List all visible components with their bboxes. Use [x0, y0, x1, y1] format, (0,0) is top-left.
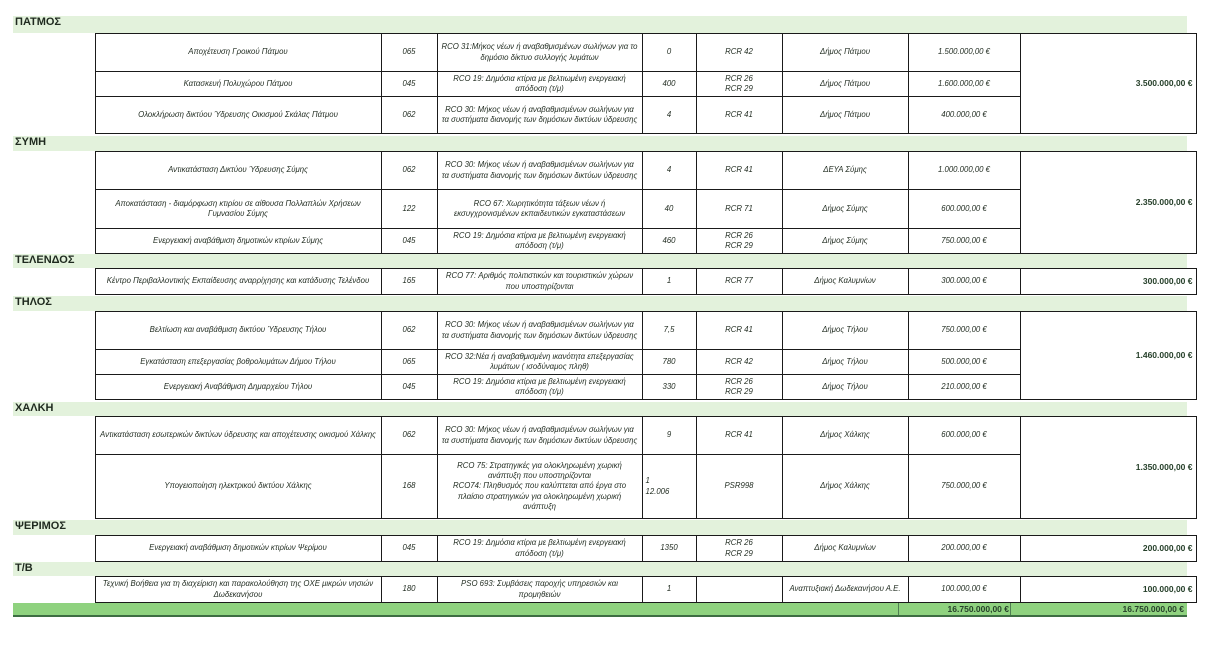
result-cell: RCR 77 [696, 269, 782, 295]
result-cell: RCR 26 RCR 29 [696, 229, 782, 254]
indicator-cell: RCO 19: Δημόσια κτίρια με βελτιωμένη ενεργειακή απόδοση (τ/μ) [437, 229, 642, 254]
beneficiary-cell: Δήμος Τήλου [782, 375, 908, 400]
result-cell: RCR 41 [696, 152, 782, 190]
project-cell: Ενεργειακή αναβάθμιση δημοτικών κτιρίων Ψερίμου [95, 536, 381, 562]
project-cell: Αποκατάσταση - διαμόρφωση κτιρίου σε αίθουσα Πολλαπλών Χρήσεων Γυμνασίου Σύμης [95, 190, 381, 229]
table-row [13, 229, 1196, 254]
project-cell: Ολοκλήρωση δικτύου Ύδρευσης Οικισμού Σκάλας Πάτμου [95, 97, 381, 134]
section-header-telendos: ΤΕΛΕΝΔΟΣ [13, 254, 1187, 268]
indicator-cell: RCO 30: Μήκος νέων ή αναβαθμισμένων σωλήνων για τα συστήματα διανομής των δημόσιων δικτύων ύδρευσης [437, 312, 642, 350]
project-cell: Κέντρο Περιβαλλοντικής Εκπαίδευσης αναρρίχησης και κατάδυσης Τελένδου [95, 269, 381, 295]
code-cell: 168 [381, 455, 437, 519]
section-total-patmos: 3.500.000,00 € [1020, 34, 1196, 134]
grand-total-overall: 16.750.000,00 € [1122, 604, 1184, 614]
budget-cell: 750.000,00 € [908, 312, 1020, 350]
project-cell: Ενεργειακή αναβάθμιση δημοτικών κτιρίων Σύμης [95, 229, 381, 254]
indent-cell [13, 269, 95, 295]
section-table-patmos [13, 33, 1197, 134]
budget-cell: 1.600.000,00 € [908, 72, 1020, 97]
target-cell: 780 [642, 350, 696, 375]
section-header-symi: ΣΥΜΗ [13, 136, 1187, 151]
beneficiary-cell: Δήμος Πάτμου [782, 72, 908, 97]
indicator-cell: RCO 32:Νέα ή αναβαθμισμένη ικανότητα επεξεργασίας λυμάτων ( ισοδύναμος πληθ) [437, 350, 642, 375]
result-cell: RCR 71 [696, 190, 782, 229]
result-cell: RCR 42 [696, 350, 782, 375]
grand-total-budget-sum: 16.750.000,00 € [947, 604, 1009, 614]
project-cell: Αποχέτευση Γροικού Πάτμου [95, 34, 381, 72]
target-cell: 9 [642, 417, 696, 455]
budget-cell: 1.000.000,00 € [908, 152, 1020, 190]
code-cell: 165 [381, 269, 437, 295]
indicator-cell: RCO 77: Αριθμός πολιτιστικών και τουριστικών χώρων που υποστηρίζονται [437, 269, 642, 295]
code-cell: 065 [381, 34, 437, 72]
beneficiary-cell: Δήμος Σύμης [782, 229, 908, 254]
beneficiary-cell: Δήμος Τήλου [782, 312, 908, 350]
result-cell: RCR 41 [696, 417, 782, 455]
beneficiary-cell: Δήμος Πάτμου [782, 97, 908, 134]
table-row [13, 34, 1196, 72]
section-table-telendos [13, 268, 1197, 295]
result-cell: RCR 26 RCR 29 [696, 536, 782, 562]
project-cell: Κατασκευή Πολυχώρου Πάτμου [95, 72, 381, 97]
table-row [13, 536, 1196, 562]
budget-cell: 400.000,00 € [908, 97, 1020, 134]
table-row [13, 152, 1196, 190]
beneficiary-cell: Δήμος Πάτμου [782, 34, 908, 72]
project-cell: Τεχνική Βοήθεια για τη διαχείριση και παρακολούθηση της ΟΧΕ μικρών νησιών Δωδεκανήσου [95, 577, 381, 603]
result-cell: RCR 26 RCR 29 [696, 72, 782, 97]
result-cell: RCR 41 [696, 97, 782, 134]
project-cell: Ενεργειακή Αναβάθμιση Δημαρχείου Τήλου [95, 375, 381, 400]
budget-cell: 210.000,00 € [908, 375, 1020, 400]
code-cell: 122 [381, 190, 437, 229]
code-cell: 062 [381, 97, 437, 134]
indicator-cell: RCO 31:Μήκος νέων ή αναβαθμισμένων σωλήνων για το δημόσιο δίκτυο συλλογής λυμάτων [437, 34, 642, 72]
table-row [13, 190, 1196, 229]
section-header-tilos: ΤΗΛΟΣ [13, 296, 1187, 311]
code-cell: 045 [381, 375, 437, 400]
code-cell: 062 [381, 312, 437, 350]
project-cell: Υπογειοποίηση ηλεκτρικού δικτύου Χάλκης [95, 455, 381, 519]
beneficiary-cell: Δήμος Χάλκης [782, 455, 908, 519]
code-cell: 180 [381, 577, 437, 603]
table-row [13, 375, 1196, 400]
indicator-cell: PSO 693: Συμβάσεις παροχής υπηρεσιών και προμηθειών [437, 577, 642, 603]
result-cell: RCR 26 RCR 29 [696, 375, 782, 400]
target-cell: 7,5 [642, 312, 696, 350]
section-total-chalki: 1.350.000,00 € [1020, 417, 1196, 519]
code-cell: 065 [381, 350, 437, 375]
indent-cell [13, 417, 95, 519]
indicator-cell: RCO 67: Χωρητικότητα τάξεων νέων ή εκσυγχρονισμένων εκπαιδευτικών εγκαταστάσεων [437, 190, 642, 229]
code-cell: 045 [381, 72, 437, 97]
target-cell: 40 [642, 190, 696, 229]
code-cell: 062 [381, 417, 437, 455]
project-cell: Αντικατάσταση εσωτερικών δικτύων ύδρευσης και αποχέτευσης οικισμού Χάλκης [95, 417, 381, 455]
section-table-tilos [13, 311, 1197, 400]
code-cell: 045 [381, 229, 437, 254]
beneficiary-cell: Δήμος Χάλκης [782, 417, 908, 455]
beneficiary-cell: Δήμος Τήλου [782, 350, 908, 375]
table-row [13, 455, 1196, 519]
target-cell: 460 [642, 229, 696, 254]
section-header-tv: Τ/Β [13, 562, 1187, 576]
section-header-pserimos: ΨΕΡΙΜΟΣ [13, 520, 1187, 535]
target-cell: 4 [642, 97, 696, 134]
budget-cell: 750.000,00 € [908, 229, 1020, 254]
project-cell: Βελτίωση και αναβάθμιση δικτύου Ύδρευσης Τήλου [95, 312, 381, 350]
indicator-cell: RCO 75: Στρατηγικές για ολοκληρωμένη χωρική ανάπτυξη που υποστηρίζονται RCO74: Πληθυσμός που καλύπτεται από έργα στο πλαίσιο στρατηγικών για ολοκληρωμένη χωρική ανάπτυξη [437, 455, 642, 519]
indent-cell [13, 577, 95, 603]
table-row [13, 312, 1196, 350]
target-cell: 4 [642, 152, 696, 190]
result-cell: PSR998 [696, 455, 782, 519]
target-cell: 1 [642, 269, 696, 295]
grand-total-row [13, 603, 1187, 617]
beneficiary-cell: Δήμος Καλυμνίων [782, 536, 908, 562]
code-cell: 062 [381, 152, 437, 190]
result-cell: RCR 42 [696, 34, 782, 72]
beneficiary-cell: Δήμος Σύμης [782, 190, 908, 229]
target-cell: 400 [642, 72, 696, 97]
beneficiary-cell: ΔΕΥΑ Σύμης [782, 152, 908, 190]
project-cell: Εγκατάσταση επεξεργασίας βοθρολυμάτων Δήμου Τήλου [95, 350, 381, 375]
budget-cell: 600.000,00 € [908, 190, 1020, 229]
code-cell: 045 [381, 536, 437, 562]
section-total-tv: 100.000,00 € [1020, 577, 1196, 603]
table-row [13, 417, 1196, 455]
budget-cell: 750.000,00 € [908, 455, 1020, 519]
target-cell: 1 12.006 [642, 455, 696, 519]
table-row [13, 350, 1196, 375]
table-row [13, 577, 1196, 603]
indent-cell [13, 536, 95, 562]
table-row [13, 72, 1196, 97]
section-header-patmos: ΠΑΤΜΟΣ [13, 16, 1187, 33]
section-table-tv [13, 576, 1197, 603]
section-total-tilos: 1.460.000,00 € [1020, 312, 1196, 400]
section-total-telendos: 300.000,00 € [1020, 269, 1196, 295]
target-cell: 1 [642, 577, 696, 603]
budget-cell: 1.500.000,00 € [908, 34, 1020, 72]
project-cell: Αντικατάσταση Δικτύου Ύδρευσης Σύμης [95, 152, 381, 190]
indicator-cell: RCO 19: Δημόσια κτίρια με βελτιωμένη ενεργειακή απόδοση (τ/μ) [437, 375, 642, 400]
target-cell: 330 [642, 375, 696, 400]
indent-cell [13, 312, 95, 400]
budget-cell: 100.000,00 € [908, 577, 1020, 603]
result-cell: RCR 41 [696, 312, 782, 350]
target-cell: 1350 [642, 536, 696, 562]
section-table-symi [13, 151, 1197, 254]
budget-cell: 300.000,00 € [908, 269, 1020, 295]
section-total-pserimos: 200.000,00 € [1020, 536, 1196, 562]
indent-cell [13, 152, 95, 254]
indent-cell [13, 34, 95, 134]
indicator-cell: RCO 19: Δημόσια κτίρια με βελτιωμένη ενεργειακή απόδοση (τ/μ) [437, 536, 642, 562]
section-table-chalki [13, 416, 1197, 519]
table-row [13, 97, 1196, 134]
beneficiary-cell: Αναπτυξιακή Δωδεκανήσου Α.Ε. [782, 577, 908, 603]
target-cell: 0 [642, 34, 696, 72]
beneficiary-cell: Δήμος Καλυμνίων [782, 269, 908, 295]
section-total-symi: 2.350.000,00 € [1020, 152, 1196, 254]
indicator-cell: RCO 30: Μήκος νέων ή αναβαθμισμένων σωλήνων για τα συστήματα διανομής των δημόσιων δικτύων ύδρευσης [437, 152, 642, 190]
budget-cell: 200.000,00 € [908, 536, 1020, 562]
result-cell [696, 577, 782, 603]
budget-cell: 600.000,00 € [908, 417, 1020, 455]
section-header-chalki: ΧΑΛΚΗ [13, 402, 1187, 416]
indicator-cell: RCO 19: Δημόσια κτίρια με βελτιωμένη ενεργειακή απόδοση (τ/μ) [437, 72, 642, 97]
indicator-cell: RCO 30: Μήκος νέων ή αναβαθμισμένων σωλήνων για τα συστήματα διανομής των δημόσιων δικτύων ύδρευσης [437, 97, 642, 134]
indicator-cell: RCO 30: Μήκος νέων ή αναβαθμισμένων σωλήνων για τα συστήματα διανομής των δημόσιων δικτύων ύδρευσης [437, 417, 642, 455]
budget-cell: 500.000,00 € [908, 350, 1020, 375]
table-row [13, 269, 1196, 295]
section-table-pserimos [13, 535, 1197, 562]
